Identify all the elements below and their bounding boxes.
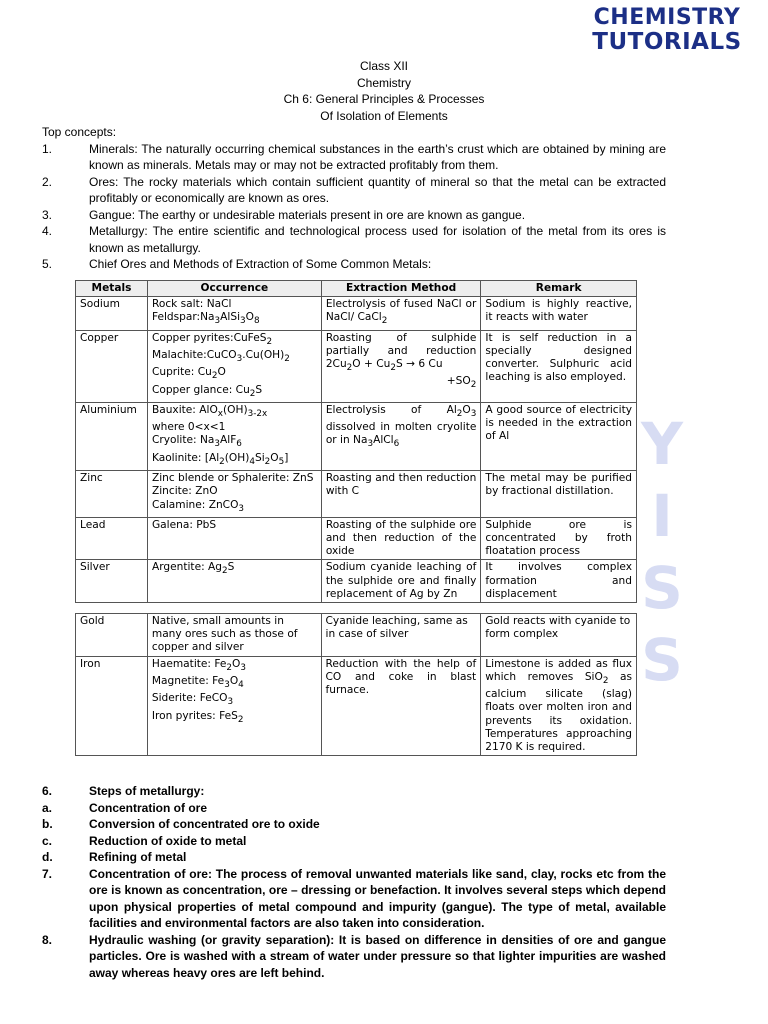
header-extraction-method: Extraction Method xyxy=(321,281,481,297)
ore-line: where 0<x<1 xyxy=(151,421,226,434)
extraction-cell: Roasting and then reduction with C xyxy=(321,471,481,518)
remark-cell: It is self reduction in a specially designed converter. Sulphuric acid leaching is also employed. xyxy=(481,330,637,402)
chemistry-tutorials-logo xyxy=(582,6,752,54)
metal-cell: Iron xyxy=(76,656,148,756)
list-text: Concentration of ore: The process of removal unwanted materials like sand, clay, rocks etc from the ore is known as concentration, ore – dressing or benefaction. It involves several steps which depend upon physical properties of metal compound and impurity (gangue). The type of metal, available facilities and environmental factors are also taken into consideration. xyxy=(89,866,666,930)
subject-title: Chemistry xyxy=(356,75,411,90)
table-header-row xyxy=(76,281,637,297)
ore-line: $Malachite:CuCO_3.Cu(OH)_2$ xyxy=(151,349,290,365)
steps-section xyxy=(42,783,666,981)
list-number: 4. xyxy=(42,224,53,238)
document-header xyxy=(0,58,768,124)
list-number: 2. xyxy=(42,174,53,189)
list-text: Conversion of concentrated ore to oxide xyxy=(89,817,320,831)
ore-line: Rock salt: NaCl xyxy=(151,298,232,311)
ore-line: Zinc blende or Sphalerite: ZnS xyxy=(151,472,314,485)
watermark-graphic: Y I S S xyxy=(641,410,683,694)
list-number: 5. xyxy=(42,257,53,271)
table-row xyxy=(76,297,637,331)
ore-line: Copper pyrites:CuFeS$_2$ xyxy=(151,331,273,347)
top-concepts-heading: Top concepts: xyxy=(42,125,117,139)
table-row xyxy=(76,402,637,470)
metal-cell: Zinc xyxy=(76,471,148,518)
list-text: Steps of metallurgy: xyxy=(89,784,205,798)
list-text: Minerals: The naturally occurring chemical substances in the earth’s crust which are obtained by mining are known as minerals. Metals may or may not be extracted profitably from them. xyxy=(89,141,666,172)
list-item xyxy=(42,783,666,800)
ore-line: Copper glance: $Cu_2S$ xyxy=(151,383,263,399)
list-number: 6. xyxy=(42,784,53,798)
extraction-cell: Electrolysis of fused NaCl or NaCl/ CaCl$_2$ xyxy=(321,297,481,331)
extraction-cell: Cyanide leaching, same as in case of silver xyxy=(321,614,481,657)
chapter-title: Ch 6: General Principles & Processes xyxy=(283,92,485,106)
list-text: Refining of metal xyxy=(89,850,187,864)
list-item xyxy=(42,849,666,866)
list-number: c. xyxy=(42,833,53,848)
list-text: Hydraulic washing (or gravity separation): It is based on difference in densities of ore and gangue particles. Ore is washed with a stream of water under pressure so that lighter impurities are washed away whereas heavy ores are left behind. xyxy=(89,932,666,980)
ores-table xyxy=(75,280,637,603)
list-text: Reduction of oxide to metal xyxy=(89,833,247,848)
list-item xyxy=(42,800,666,817)
extraction-cell: Sodium cyanide leaching of the sulphide ore and finally replacement of Ag by Zn xyxy=(321,560,481,603)
list-item xyxy=(42,207,666,224)
logo-line-2: TUTORIALS xyxy=(592,29,742,55)
list-item xyxy=(42,816,666,833)
list-number: d. xyxy=(42,850,53,864)
ores-table-continued xyxy=(75,613,637,756)
remark-cell: Gold reacts with cyanide to form complex xyxy=(481,614,637,657)
ore-line: Haematite: $Fe_2O_3$ xyxy=(151,657,246,673)
list-number: 8. xyxy=(42,932,53,947)
list-number: b. xyxy=(42,817,53,831)
table-row xyxy=(76,614,637,657)
extraction-cell: Reduction with the help of CO and coke in blast furnace. xyxy=(321,656,481,756)
list-item xyxy=(42,141,666,174)
occurrence-cell xyxy=(147,330,321,402)
ore-line: Siderite: FeCO$_3$ xyxy=(151,692,234,708)
ore-line: Cuprite: $Cu_2O$ xyxy=(151,366,226,382)
remark-cell: It involves complex formation and displacement xyxy=(481,560,637,603)
extraction-cell: Roasting of the sulphide ore and then reduction of the oxide xyxy=(321,517,481,560)
table-row xyxy=(76,471,637,518)
extraction-cell: Electrolysis of $Al_2O_3$ dissolved in molten cryolite or in $Na_3AlCl_6$ xyxy=(321,402,481,470)
header-metals: Metals xyxy=(76,281,148,297)
occurrence-cell: Galena: PbS xyxy=(147,517,321,560)
list-number: 1. xyxy=(42,141,53,156)
occurrence-cell xyxy=(147,297,321,331)
ore-line: Iron pyrites: FeS$_2$ xyxy=(151,709,244,725)
list-text: Ores: The rocky materials which contain sufficient quantity of mineral so that the metal can be extracted profitably or economically are known as ores. xyxy=(89,174,666,205)
ore-line: $Feldspar:Na_3AlSi_3O_8$ xyxy=(151,311,260,327)
occurrence-cell: Argentite: $Ag_2S$ xyxy=(147,560,321,603)
class-title: Class XII xyxy=(359,59,408,73)
extraction-cell: Roasting of sulphide partially and reduction $2Cu_2O + Cu_2S \to 6$ Cu $+SO_2$ xyxy=(321,330,481,402)
ore-line: Kaolinite: $[Al_2(OH)_4Si_2O_5]$ xyxy=(151,451,289,467)
list-number: a. xyxy=(42,800,53,815)
remark-cell: Sodium is highly reactive, it reacts with water xyxy=(481,297,637,331)
ore-line: Zincite: ZnO xyxy=(151,485,218,498)
metal-cell: Lead xyxy=(76,517,148,560)
metal-cell: Gold xyxy=(76,614,148,657)
table-row xyxy=(76,330,637,402)
table-row xyxy=(76,656,637,756)
ore-line: Cryolite: $Na_3AlF_6$ xyxy=(151,434,242,450)
metal-cell: Silver xyxy=(76,560,148,603)
header-remark: Remark xyxy=(481,281,637,297)
list-text: Metallurgy: The entire scientific and technological process used for isolation of the metal from its ores is known as metallurgy. xyxy=(89,224,666,255)
occurrence-cell xyxy=(147,402,321,470)
metal-cell: Copper xyxy=(76,330,148,402)
table-row xyxy=(76,517,637,560)
list-item xyxy=(42,223,666,256)
chapter-subtitle: Of Isolation of Elements xyxy=(320,108,448,123)
remark-cell: Sulphide ore is concentrated by froth floatation process xyxy=(481,517,637,560)
list-item xyxy=(42,866,666,932)
metal-cell: Sodium xyxy=(76,297,148,331)
header-occurrence: Occurrence xyxy=(147,281,321,297)
list-number: 7. xyxy=(42,866,53,881)
occurrence-cell xyxy=(147,656,321,756)
logo-line-1: CHEMISTRY xyxy=(593,5,741,30)
metal-cell: Aluminium xyxy=(76,402,148,470)
list-item xyxy=(42,256,666,273)
occurrence-cell xyxy=(147,471,321,518)
ore-line: Calamine: ZnCO$_3$ xyxy=(151,498,245,514)
list-text: Chief Ores and Methods of Extraction of Some Common Metals: xyxy=(89,257,432,271)
list-item xyxy=(42,833,666,850)
occurrence-cell: Native, small amounts in many ores such as those of copper and silver xyxy=(147,614,321,657)
remark-cell: The metal may be purified by fractional distillation. xyxy=(481,471,637,518)
ore-line: Magnetite: $Fe_3O_4$ xyxy=(151,674,244,691)
list-text: Gangue: The earthy or undesirable materials present in ore are known as gangue. xyxy=(89,207,526,222)
ore-line: Bauxite: $AlO_x(OH)_{3-2x}$ xyxy=(151,403,268,420)
remark-cell: Limestone is added as flux which removes SiO$_2$ as calcium silicate (slag) floats over molten iron and prevents its oxidation. Temperatures approaching 2170 K is required. xyxy=(481,656,637,756)
list-item xyxy=(42,932,666,982)
list-text: Concentration of ore xyxy=(89,800,208,815)
remark-cell: A good source of electricity is needed in the extraction of Al xyxy=(481,402,637,470)
concepts-section xyxy=(42,124,666,273)
list-item xyxy=(42,174,666,207)
table-row xyxy=(76,560,637,603)
list-number: 3. xyxy=(42,207,53,222)
